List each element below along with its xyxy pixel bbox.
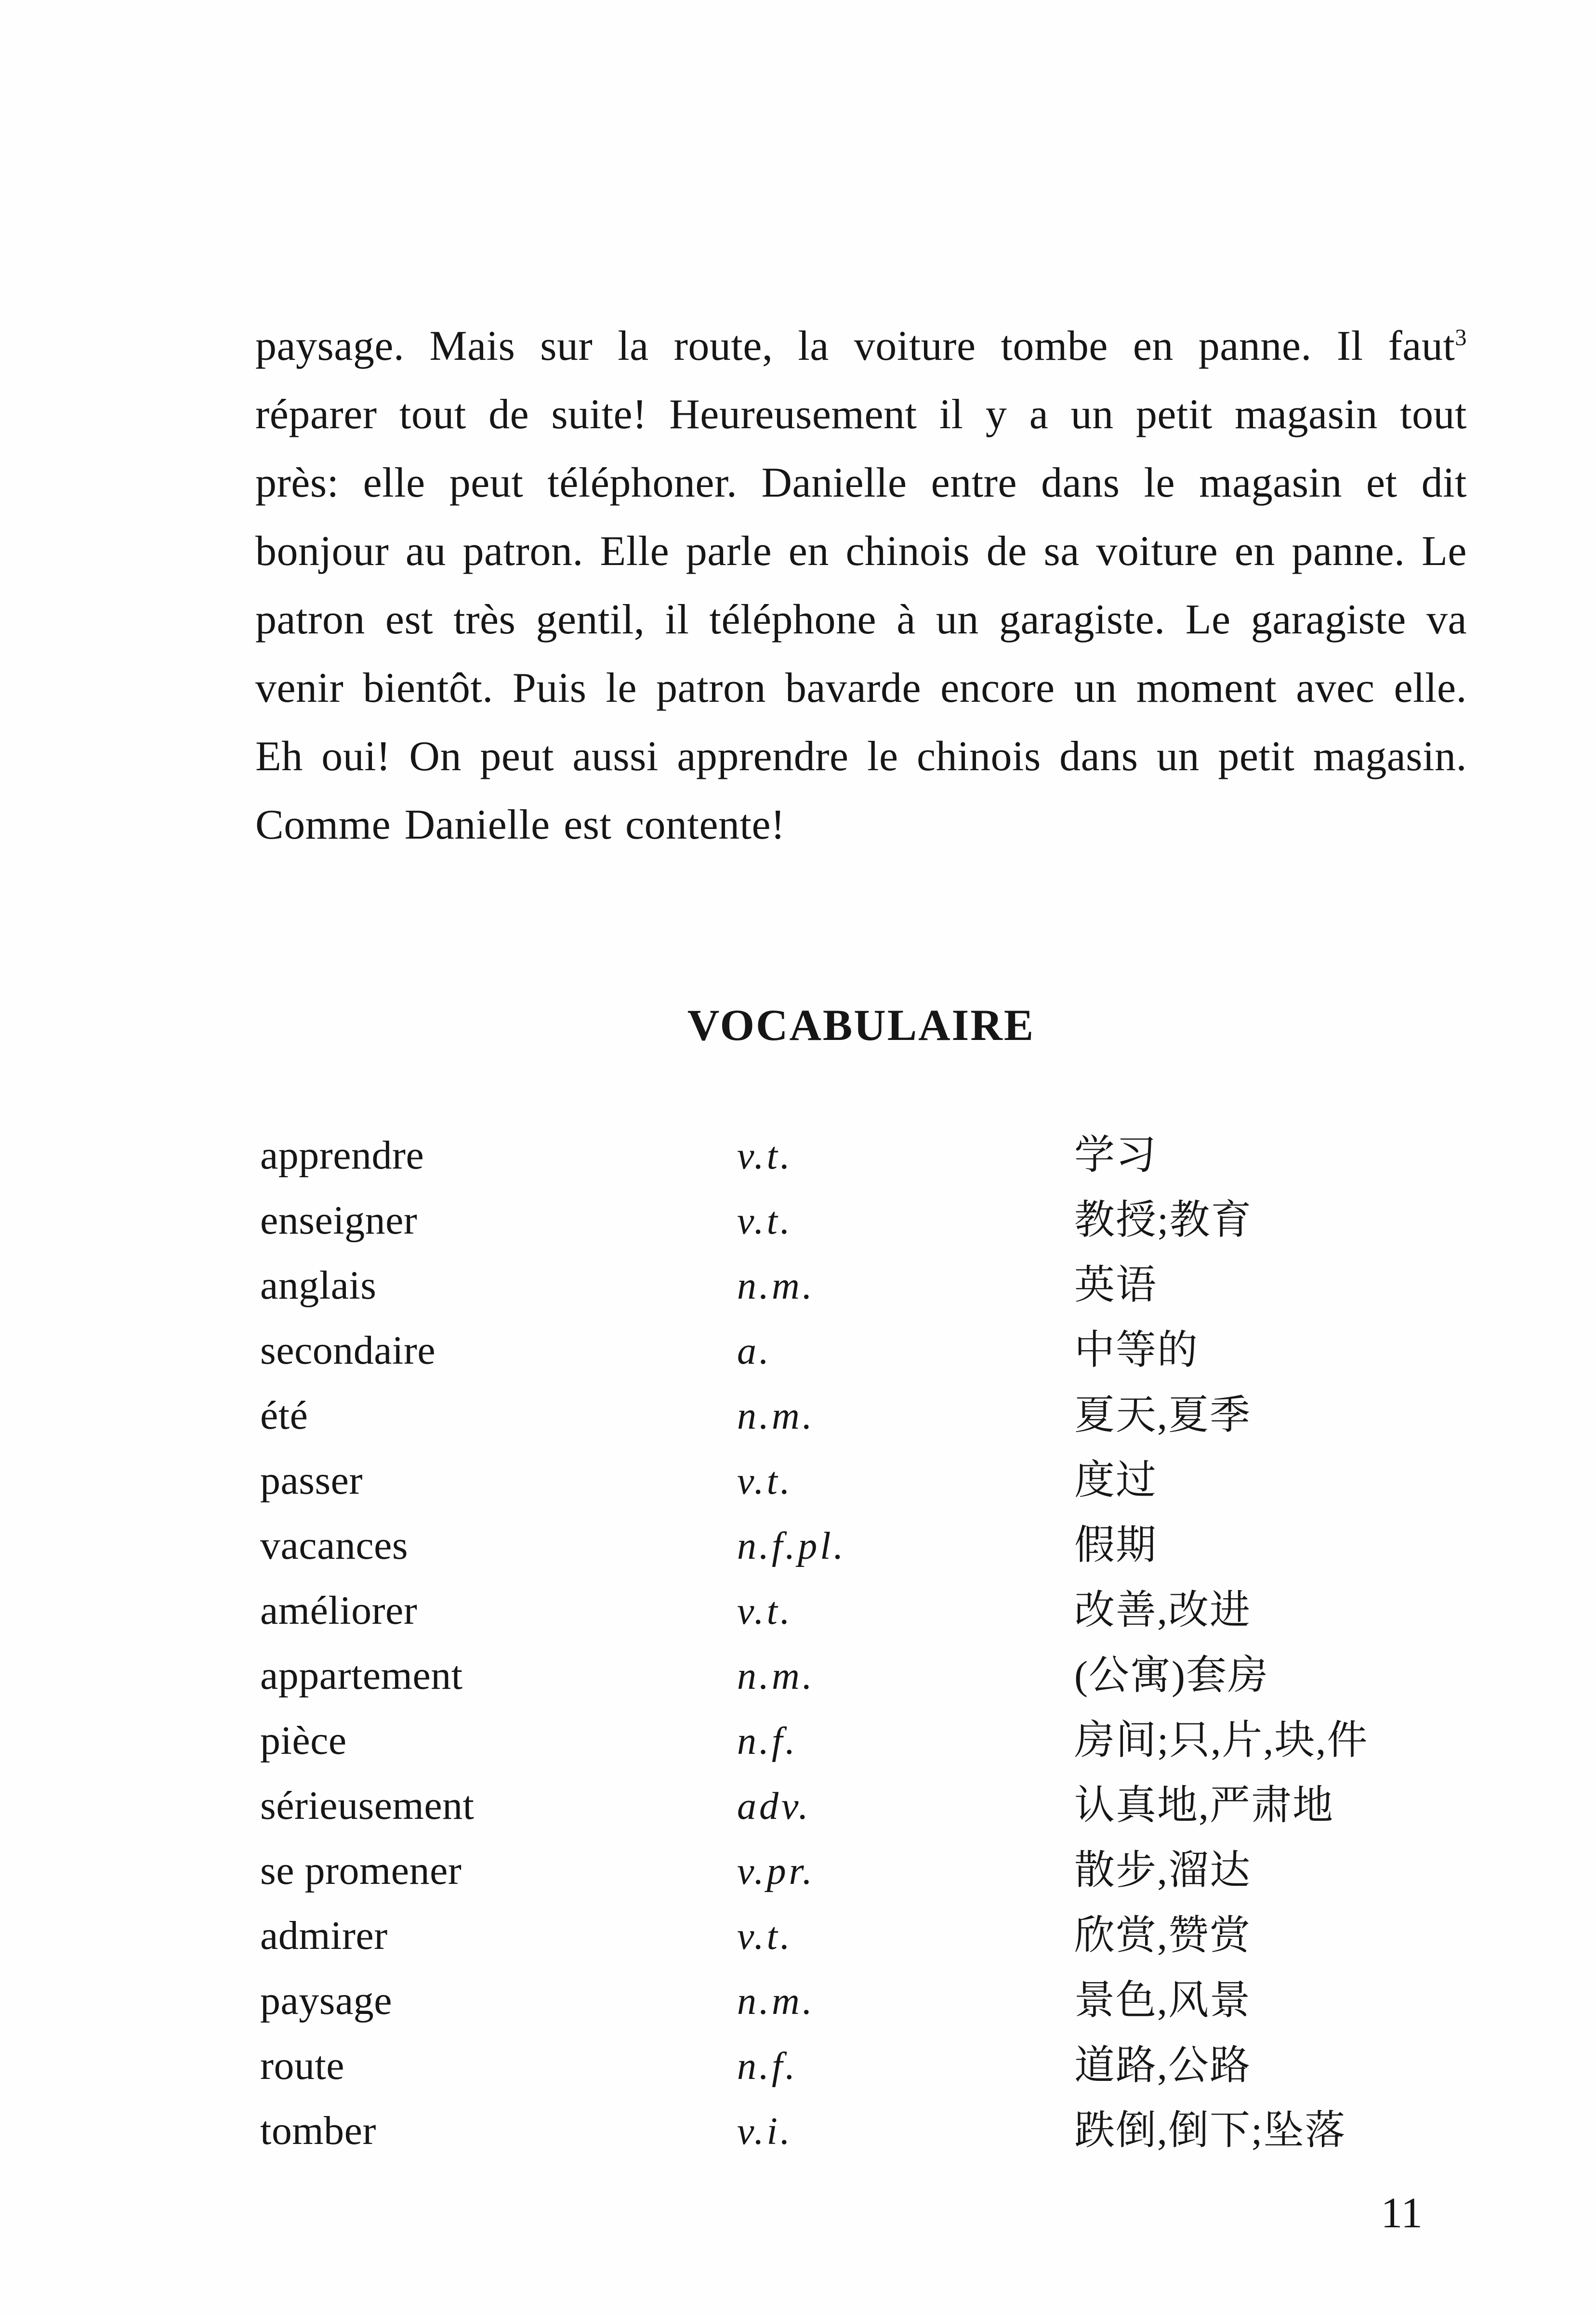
pos-abbreviation: v.pr.	[737, 1850, 815, 1893]
chinese-translation: 度过	[1074, 1458, 1158, 1503]
pos-abbreviation: n.f.	[737, 1720, 798, 1762]
chinese-translation: 欣赏,赞赏	[1074, 1913, 1252, 1958]
chinese-translation: 夏天,夏季	[1074, 1393, 1252, 1438]
french-word: apprendre	[260, 1133, 424, 1178]
chinese-translation: 跌倒,倒下;坠落	[1074, 2108, 1346, 2153]
chinese-translation: 认真地,严肃地	[1074, 1783, 1334, 1828]
vocab-table	[260, 1122, 1522, 2163]
vocab-row	[260, 1838, 1522, 1903]
french-word: paysage	[260, 1978, 393, 2023]
vocab-row	[260, 1317, 1522, 1382]
pos-abbreviation: v.t.	[737, 1460, 793, 1502]
chinese-translation: 学习	[1074, 1133, 1158, 1178]
vocab-row	[260, 1578, 1522, 1643]
story-text-part2: réparer tout de suite! Heureusement il y a un petit magasin tout près: elle peut téléphoner. Danielle entre dans le magasin et dit bonjour au patron. Elle parle en chinois de sa voiture en panne. Le patron est très gentil, il téléphone à un garagiste. Le garagiste va venir bientôt. Puis le patron bavarde encore un moment avec elle. Eh oui! On peut aussi apprendre le chinois dans un petit magasin. Comme Danielle est contente!	[255, 391, 1467, 848]
chinese-translation: 假期	[1074, 1523, 1158, 1568]
chinese-translation: 房间;只,片,块,件	[1074, 1718, 1369, 1763]
french-word: pièce	[260, 1718, 347, 1763]
vocab-row	[260, 2098, 1522, 2163]
chinese-translation: 教授;教育	[1074, 1198, 1253, 1243]
pos-abbreviation: n.f.pl.	[737, 1525, 846, 1567]
pos-abbreviation: v.i.	[737, 2110, 793, 2153]
pos-abbreviation: adv.	[737, 1785, 811, 1828]
pos-abbreviation: v.t.	[737, 1590, 793, 1632]
chinese-translation: 英语	[1074, 1263, 1158, 1308]
vocab-row	[260, 1773, 1522, 1838]
vocab-row	[260, 1903, 1522, 1968]
french-word: tomber	[260, 2108, 376, 2153]
vocab-row	[260, 1122, 1522, 1187]
chinese-translation: 散步,溜达	[1074, 1848, 1252, 1893]
french-word: route	[260, 2043, 345, 2088]
chinese-translation: 改善,改进	[1074, 1588, 1252, 1633]
page-number: 11	[1381, 2189, 1423, 2237]
chinese-translation: 中等的	[1074, 1328, 1199, 1373]
french-word: secondaire	[260, 1328, 436, 1373]
french-word: appartement	[260, 1653, 463, 1698]
story-text-part1: paysage. Mais sur la route, la voiture tombe en panne. Il faut	[255, 323, 1455, 369]
vocab-row	[260, 2033, 1522, 2098]
vocab-row	[260, 1968, 1522, 2033]
chinese-translation: 道路,公路	[1074, 2043, 1252, 2088]
pos-abbreviation: v.t.	[737, 1135, 793, 1177]
pos-abbreviation: a.	[737, 1330, 772, 1372]
pos-abbreviation: n.m.	[737, 1980, 815, 2023]
vocab-row	[260, 1447, 1522, 1512]
pos-abbreviation: v.t.	[737, 1200, 793, 1242]
footnote-superscript: 3	[1455, 325, 1467, 351]
pos-abbreviation: v.t.	[737, 1915, 793, 1958]
story-paragraph	[255, 312, 1467, 859]
pos-abbreviation: n.m.	[737, 1265, 815, 1307]
pos-abbreviation: n.m.	[737, 1655, 815, 1697]
french-word: passer	[260, 1458, 363, 1503]
vocab-row	[260, 1187, 1522, 1252]
vocab-row	[260, 1382, 1522, 1447]
vocabulaire-heading: VOCABULAIRE	[687, 1000, 1035, 1050]
pos-abbreviation: n.m.	[737, 1395, 815, 1437]
french-word: enseigner	[260, 1198, 418, 1243]
french-word: améliorer	[260, 1588, 418, 1633]
french-word: vacances	[260, 1523, 409, 1568]
french-word: admirer	[260, 1913, 388, 1958]
pos-abbreviation: n.f.	[737, 2045, 798, 2088]
french-word: sérieusement	[260, 1783, 475, 1828]
vocab-row	[260, 1512, 1522, 1578]
chinese-translation: (公寓)套房	[1074, 1653, 1269, 1698]
french-word: été	[260, 1393, 308, 1438]
french-word: anglais	[260, 1263, 377, 1308]
vocab-row	[260, 1708, 1522, 1773]
vocab-row	[260, 1252, 1522, 1317]
vocab-row	[260, 1643, 1522, 1708]
french-word: se promener	[260, 1848, 462, 1893]
chinese-translation: 景色,风景	[1074, 1978, 1252, 2023]
